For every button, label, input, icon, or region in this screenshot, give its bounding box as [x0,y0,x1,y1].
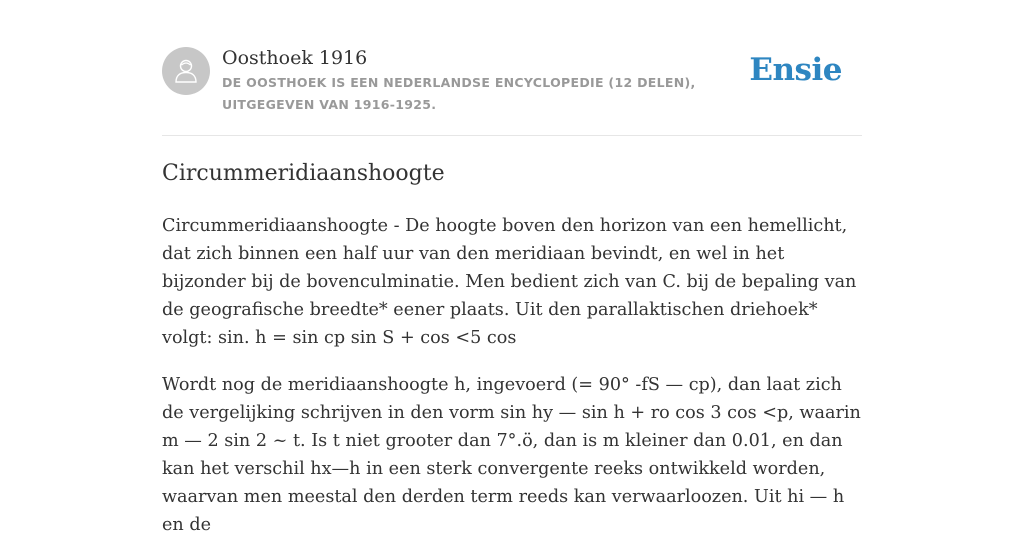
source-description: DE OOSTHOEK IS EEN NEDERLANDSE ENCYCLOPEDIE (12 DELEN), UITGEGEVEN VAN 1916-1925. [222,75,696,112]
article-title: Circummeridiaanshoogte [162,161,445,186]
source-avatar[interactable] [162,47,210,95]
source-title[interactable]: Oosthoek 1916 [222,47,368,69]
page-container [162,0,862,535]
article-paragraph: Wordt nog de meridiaanshoogte h, ingevoerd (= 90° -fS — cp), dan laat zich de vergelijking schrijven in den vorm sin hy — sin h + ro cos 3 cos <p, waarin m — 2 sin 2 ~ t. Is t niet grooter dan 7°.ö, dan is m kleiner dan 0.01, en dan kan het verschil hx—h in een sterk convergente reeks ontwikkeld worden, waarvan men meestal den derden term reeds kan verwaarloozen. Uit hi — h en de [162,375,861,535]
user-icon [172,57,200,85]
ensie-logo[interactable]: Ensie [749,52,842,88]
article-body [162,212,862,558]
article-paragraph: Circummeridiaanshoogte - De hoogte boven den horizon van een hemellicht, dat zich binnen een half uur van den meridiaan bevindt, en wel in het bijzonder bij de bovenculminatie. Men bedient zich van C. bij de bepaling van de geografische breedte* eener plaats. Uit den parallaktischen driehoek* volgt: sin. h = sin cp sin S + cos <5 cos [162,216,857,348]
source-header [162,0,862,136]
